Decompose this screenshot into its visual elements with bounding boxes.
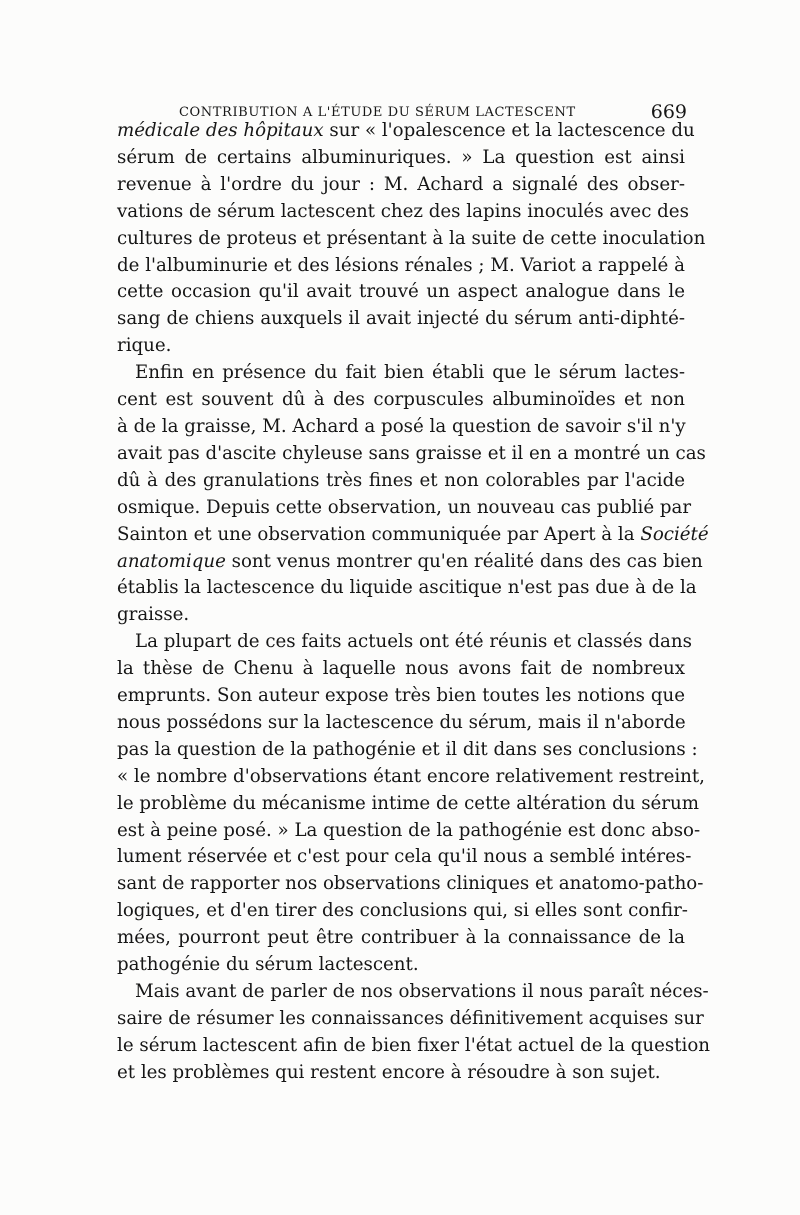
text-line (117, 387, 685, 414)
text-segment: et les problèmes qui restent encore à résoudre à son sujet. (117, 1061, 661, 1083)
text-line (117, 333, 685, 360)
text-line (117, 575, 697, 602)
text-segment: La plupart de ces faits actuels ont été réunis et classés dans (135, 631, 692, 653)
text-segment: Sainton et une observation communiquée par Apert à la (117, 523, 641, 545)
text-segment: cultures de proteus et présentant à la suite de cette inoculation (117, 227, 706, 249)
text-segment: dû à des granulations très fines et non colorables par l'acide (117, 469, 685, 491)
text-line (117, 844, 692, 871)
italic-text: Société (640, 523, 709, 545)
text-segment: lument réservée et c'est pour cela qu'il nous a semblé intéres- (117, 846, 692, 868)
text-segment: emprunts. Son auteur expose très bien toutes les notions que (117, 685, 685, 707)
text-segment: à de la graisse, M. Achard a posé la question de savoir s'il n'y (117, 415, 686, 437)
text-line (117, 1006, 704, 1033)
text-line (117, 683, 685, 710)
text-line (117, 441, 706, 468)
text-segment: nous possédons sur la lactescence du sérum, mais il n'aborde (117, 711, 686, 733)
text-segment: de l'albuminurie et des lésions rénales ; M. Variot a rappelé à (117, 254, 685, 276)
text-segment: sur « l'opalescence et la lactescence du (323, 120, 695, 141)
text-line (117, 871, 704, 898)
text-line (117, 414, 685, 441)
text-line (117, 468, 685, 495)
text-segment: sérum de certains albuminuriques. » La question est ainsi (117, 146, 685, 168)
italic-text: médicale des hôpitaux (117, 120, 324, 141)
text-segment: sang de chiens auxquels il avait injecté du sérum anti-diphté- (117, 308, 685, 330)
text-segment: « le nombre d'observations étant encore relativement restreint, (117, 765, 705, 787)
text-line (117, 549, 703, 576)
text-line (117, 629, 692, 656)
paragraph (117, 360, 709, 629)
text-segment: revenue à l'ordre du jour : M. Achard a signalé des obser- (117, 173, 685, 195)
text-segment: rique. (117, 335, 172, 357)
text-line (117, 199, 689, 226)
text-line (117, 764, 705, 791)
text-segment: la thèse de Chenu à laquelle nous avons fait de nombreux (117, 658, 685, 680)
text-line (117, 737, 698, 764)
text-line (117, 898, 688, 925)
text-line (117, 495, 692, 522)
text-segment: cent est souvent dû à des corpuscules albuminoïdes et non (117, 389, 685, 411)
italic-text: anatomique (117, 550, 226, 572)
text-line (117, 522, 709, 549)
text-segment: pas la question de la pathogénie et il dit dans ses conclusions : (117, 738, 698, 760)
text-line (117, 145, 685, 172)
text-segment: vations de sérum lactescent chez des lapins inoculés avec des (117, 200, 689, 222)
text-line (117, 360, 685, 387)
text-line (117, 602, 685, 629)
text-line (117, 172, 685, 199)
text-line (117, 279, 685, 306)
text-segment: mées, pourront peut être contribuer à la connaissance de la (117, 927, 685, 949)
paragraph (117, 118, 706, 360)
text-line (117, 253, 685, 280)
text-line (117, 118, 695, 145)
text-line (117, 306, 685, 333)
text-segment: logiques, et d'en tirer des conclusions qui, si elles sont confir- (117, 900, 688, 922)
text-segment: le sérum lactescent afin de bien fixer l'état actuel de la question (117, 1034, 711, 1056)
text-segment: sont venus montrer qu'en réalité dans des cas bien (225, 550, 703, 572)
text-segment: cette occasion qu'il avait trouvé un aspect analogue dans le (117, 281, 685, 303)
text-block (117, 92, 711, 1087)
text-segment: saire de résumer les connaissances définitivement acquises sur (117, 1007, 704, 1029)
running-title: CONTRIBUTION A L'ÉTUDE DU SÉRUM LACTESCENT (179, 105, 576, 120)
text-line (117, 656, 685, 683)
text-segment: est à peine posé. » La question de la pathogénie est donc abso- (117, 819, 701, 841)
text-segment: pathogénie du sérum lactescent. (117, 954, 419, 976)
running-head (117, 92, 687, 123)
text-line (117, 1033, 711, 1060)
body-text (117, 118, 711, 1087)
text-segment: osmique. Depuis cette observation, un nouveau cas publié par (117, 496, 692, 518)
text-segment: Mais avant de parler de nos observations il nous paraît néces- (135, 981, 709, 1002)
text-line (117, 791, 699, 818)
text-segment: établis la lactescence du liquide ascitique n'est pas due à de la (117, 577, 697, 599)
text-line (117, 925, 685, 952)
text-segment: avait pas d'ascite chyleuse sans graisse et il en a montré un cas (117, 442, 706, 464)
text-line (117, 226, 706, 253)
text-line (117, 952, 685, 979)
paragraph (117, 979, 711, 1087)
paragraph (117, 629, 705, 979)
text-segment: graisse. (117, 604, 190, 626)
text-segment: le problème du mécanisme intime de cette altération du sérum (117, 792, 699, 814)
text-segment: Enfin en présence du fait bien établi que le sérum lactes- (135, 362, 685, 384)
text-line (117, 1060, 685, 1087)
page-number: 669 (650, 101, 687, 123)
text-segment: sant de rapporter nos observations cliniques et anatomo-patho- (117, 873, 704, 895)
text-line (117, 979, 709, 1006)
text-line (117, 710, 685, 737)
text-line (117, 818, 701, 845)
